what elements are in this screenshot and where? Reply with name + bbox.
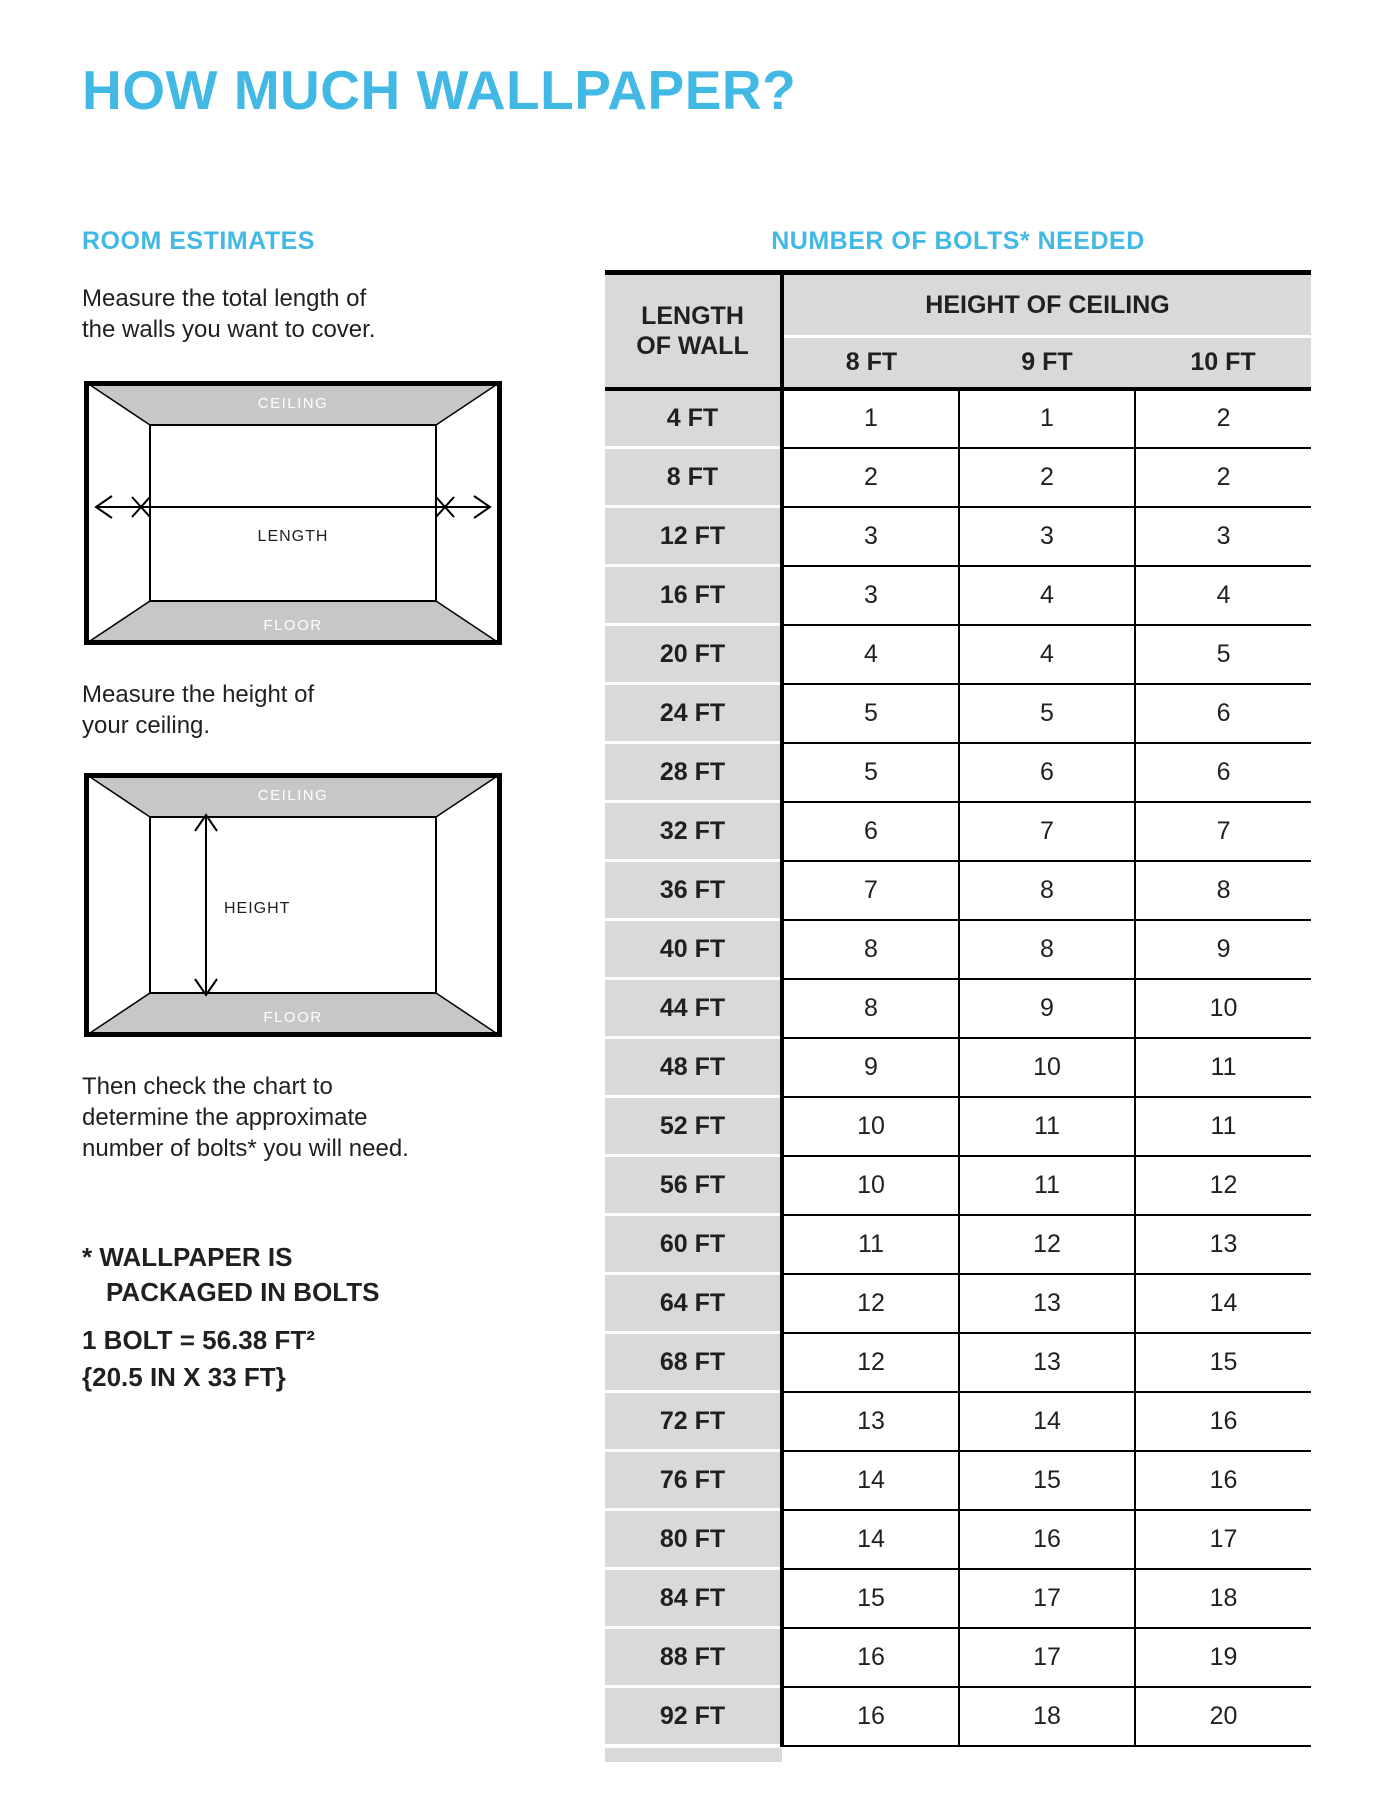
bolt-count-cell: 12 [959, 1215, 1135, 1274]
bolt-count-cell: 17 [959, 1569, 1135, 1628]
bolt-count-cell: 3 [959, 507, 1135, 566]
table-row [605, 1687, 1311, 1746]
bolt-count-cell: 8 [1135, 861, 1311, 920]
table-row [605, 920, 1311, 979]
table-row [605, 1569, 1311, 1628]
wall-length-cell: 4 FT [605, 389, 782, 448]
bolts-needed-heading: NUMBER OF BOLTS* NEEDED [771, 227, 1145, 255]
table-row [605, 389, 1311, 448]
wall-length-cell: 52 FT [605, 1097, 782, 1156]
wall-length-cell: 72 FT [605, 1392, 782, 1451]
bolt-count-cell: 4 [959, 566, 1135, 625]
wall-length-cell: 12 FT [605, 507, 782, 566]
floor-label: FLOOR [263, 617, 323, 634]
bolt-count-cell: 11 [959, 1156, 1135, 1215]
bolts-table-wrap [605, 270, 1311, 1747]
bolt-count-cell: 10 [959, 1038, 1135, 1097]
bolt-count-cell: 16 [782, 1628, 959, 1687]
instruction-measure-height: Measure the height of your ceiling. [82, 681, 315, 739]
table-row [605, 743, 1311, 802]
wall-length-cell: 36 FT [605, 861, 782, 920]
room-length-diagram [84, 381, 502, 645]
table-row [605, 448, 1311, 507]
wall-length-cell: 64 FT [605, 1274, 782, 1333]
bolt-count-cell: 5 [782, 743, 959, 802]
bolt-count-cell: 2 [782, 448, 959, 507]
bolts-table-body [605, 389, 1311, 1746]
bolt-count-cell: 8 [959, 920, 1135, 979]
back-wall [150, 425, 436, 601]
table-row [605, 1038, 1311, 1097]
bolt-count-cell: 4 [782, 625, 959, 684]
wall-length-cell: 8 FT [605, 448, 782, 507]
bolt-count-cell: 7 [782, 861, 959, 920]
bolt-count-cell: 16 [1135, 1392, 1311, 1451]
bolt-count-cell: 9 [1135, 920, 1311, 979]
bolt-count-cell: 10 [782, 1156, 959, 1215]
table-row [605, 1215, 1311, 1274]
bolt-count-cell: 8 [959, 861, 1135, 920]
bolt-count-cell: 3 [782, 507, 959, 566]
wall-length-cell: 88 FT [605, 1628, 782, 1687]
bolt-count-cell: 17 [1135, 1510, 1311, 1569]
bolt-count-cell: 17 [959, 1628, 1135, 1687]
wall-length-cell: 84 FT [605, 1569, 782, 1628]
bolt-count-cell: 4 [1135, 566, 1311, 625]
bolt-count-cell: 20 [1135, 1687, 1311, 1746]
bolt-count-cell: 3 [1135, 507, 1311, 566]
bolt-count-cell: 12 [782, 1333, 959, 1392]
length-of-wall-header: LENGTH OF WALL [605, 273, 782, 389]
ceiling-label: CEILING [257, 395, 329, 412]
bolt-count-cell: 12 [782, 1274, 959, 1333]
bolt-count-cell: 1 [782, 389, 959, 448]
bolt-count-cell: 6 [959, 743, 1135, 802]
bolt-count-cell: 14 [1135, 1274, 1311, 1333]
table-header-row-1 [605, 273, 1311, 337]
ceiling-label: CEILING [257, 787, 329, 804]
table-row [605, 625, 1311, 684]
back-wall [150, 817, 436, 993]
footnote-line-2: PACKAGED IN BOLTS [106, 1277, 380, 1307]
bolts-footnote [82, 1240, 379, 1310]
bolt-dimensions: {20.5 IN X 33 FT} [82, 1362, 286, 1392]
bolt-count-cell: 6 [1135, 684, 1311, 743]
bolt-count-cell: 6 [782, 802, 959, 861]
table-row [605, 861, 1311, 920]
wall-length-cell: 44 FT [605, 979, 782, 1038]
bolt-count-cell: 2 [959, 448, 1135, 507]
bolt-count-cell: 13 [1135, 1215, 1311, 1274]
bolt-count-cell: 13 [782, 1392, 959, 1451]
bolt-count-cell: 5 [782, 684, 959, 743]
bolt-count-cell: 9 [959, 979, 1135, 1038]
bolt-count-cell: 13 [959, 1274, 1135, 1333]
page-title: HOW MUCH WALLPAPER? [82, 59, 797, 121]
wall-length-cell: 48 FT [605, 1038, 782, 1097]
bolt-count-cell: 7 [1135, 802, 1311, 861]
bolt-count-cell: 14 [782, 1451, 959, 1510]
wall-length-cell: 76 FT [605, 1451, 782, 1510]
bolt-size-info [82, 1322, 315, 1396]
bolt-count-cell: 10 [782, 1097, 959, 1156]
bolt-count-cell: 18 [959, 1687, 1135, 1746]
footnote-line-1: * WALLPAPER IS [82, 1242, 293, 1272]
table-row [605, 1451, 1311, 1510]
bolt-count-cell: 11 [1135, 1038, 1311, 1097]
height-label: HEIGHT [224, 900, 291, 917]
bolt-count-cell: 14 [959, 1392, 1135, 1451]
table-row [605, 1274, 1311, 1333]
bolt-count-cell: 19 [1135, 1628, 1311, 1687]
wall-length-cell: 68 FT [605, 1333, 782, 1392]
wall-length-cell: 56 FT [605, 1156, 782, 1215]
table-row [605, 507, 1311, 566]
room-estimates-heading: ROOM ESTIMATES [82, 227, 315, 255]
bolt-count-cell: 3 [782, 566, 959, 625]
table-row [605, 1392, 1311, 1451]
height-of-ceiling-header: HEIGHT OF CEILING [782, 273, 1311, 337]
bolt-count-cell: 11 [959, 1097, 1135, 1156]
instruction-check-chart: Then check the chart to determine the approximate number of bolts* you will need. [82, 1073, 409, 1162]
bolt-count-cell: 10 [1135, 979, 1311, 1038]
bolt-count-cell: 15 [1135, 1333, 1311, 1392]
bolt-count-cell: 5 [959, 684, 1135, 743]
bolt-count-cell: 9 [782, 1038, 959, 1097]
bolt-count-cell: 5 [1135, 625, 1311, 684]
wall-length-cell: 16 FT [605, 566, 782, 625]
wall-length-cell: 24 FT [605, 684, 782, 743]
bolt-count-cell: 2 [1135, 448, 1311, 507]
table-row [605, 1628, 1311, 1687]
bolt-count-cell: 2 [1135, 389, 1311, 448]
wall-length-cell: 20 FT [605, 625, 782, 684]
bolt-count-cell: 4 [959, 625, 1135, 684]
bolt-count-cell: 16 [1135, 1451, 1311, 1510]
bolt-count-cell: 15 [782, 1569, 959, 1628]
table-row [605, 1156, 1311, 1215]
col-header-9ft: 9 FT [959, 337, 1135, 389]
bolts-table [605, 270, 1311, 1747]
length-label: LENGTH [257, 528, 329, 545]
wall-length-cell: 60 FT [605, 1215, 782, 1274]
bolt-count-cell: 13 [959, 1333, 1135, 1392]
bolt-count-cell: 8 [782, 920, 959, 979]
wall-length-cell: 80 FT [605, 1510, 782, 1569]
bolt-count-cell: 8 [782, 979, 959, 1038]
wall-length-cell: 40 FT [605, 920, 782, 979]
bolt-count-cell: 16 [959, 1510, 1135, 1569]
wall-length-cell: 28 FT [605, 743, 782, 802]
table-row [605, 566, 1311, 625]
bolt-count-cell: 11 [1135, 1097, 1311, 1156]
wall-length-cell: 92 FT [605, 1687, 782, 1746]
bolt-count-cell: 15 [959, 1451, 1135, 1510]
table-row [605, 1510, 1311, 1569]
table-footer-strip [605, 1748, 782, 1762]
bolt-count-cell: 14 [782, 1510, 959, 1569]
room-height-diagram [84, 773, 502, 1037]
bolt-count-cell: 16 [782, 1687, 959, 1746]
table-row [605, 979, 1311, 1038]
bolt-count-cell: 1 [959, 389, 1135, 448]
bolt-count-cell: 18 [1135, 1569, 1311, 1628]
bolt-count-cell: 7 [959, 802, 1135, 861]
bolt-count-cell: 6 [1135, 743, 1311, 802]
floor-label: FLOOR [263, 1009, 323, 1026]
bolt-area: 1 BOLT = 56.38 FT² [82, 1325, 315, 1355]
table-row [605, 802, 1311, 861]
bolt-count-cell: 11 [782, 1215, 959, 1274]
col-header-8ft: 8 FT [782, 337, 959, 389]
table-row [605, 1097, 1311, 1156]
table-row [605, 684, 1311, 743]
table-row [605, 1333, 1311, 1392]
wall-length-cell: 32 FT [605, 802, 782, 861]
bolt-count-cell: 12 [1135, 1156, 1311, 1215]
col-header-10ft: 10 FT [1135, 337, 1311, 389]
instruction-measure-length: Measure the total length of the walls you want to cover. [82, 285, 376, 343]
